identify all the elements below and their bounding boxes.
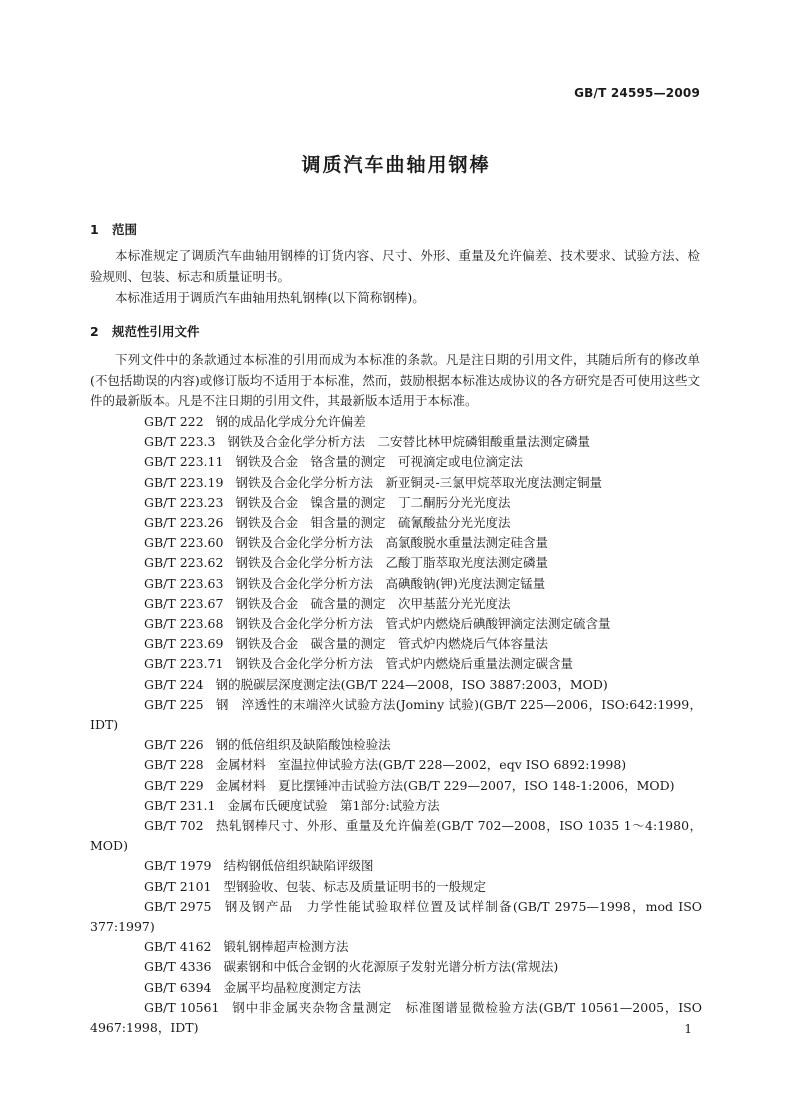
reference-code: GB/T 223.26: [144, 515, 224, 531]
section-number: 1: [90, 222, 99, 237]
scope-paragraph-1: 本标准规定了调质汽车曲轴用钢棒的订货内容、尺寸、外形、重量及允许偏差、技术要求、试验方法、检验规则、包装、标志和质量证明书。: [90, 248, 700, 284]
references-intro-paragraph: 下列文件中的条款通过本标准的引用而成为本标准的条款。凡是注日期的引用文件，其随后所有的修改单(不包括勘误的内容)或修订版均不适用于本标准，然而，鼓励根据本标准达成协议的各方研究是否可使用这些文件的最新版本。凡是不注日期的引用文件，其最新版本适用于本标准。: [90, 352, 700, 408]
reference-code: GB/T 229: [144, 777, 204, 793]
reference-item: [90, 533, 702, 553]
reference-code: GB/T 2975: [144, 898, 212, 914]
reference-code: GB/T 223.63: [144, 575, 224, 591]
reference-code: GB/T 223.11: [144, 454, 224, 470]
document-title: 调质汽车曲轴用钢棒: [301, 154, 491, 176]
reference-code: GB/T 223.69: [144, 636, 224, 652]
reference-item: [90, 473, 702, 493]
reference-code: GB/T 223.23: [144, 494, 224, 510]
reference-title: 钢中非金属夹杂物含量测定 标准图谱显微检验方法(GB/T 10561—2005，ISO 4967:1998，IDT): [90, 999, 702, 1036]
reference-code: GB/T 6394: [144, 979, 212, 995]
reference-item: [90, 735, 702, 755]
reference-title: 钢的脱碳层深度测定法(GB/T 224—2008，ISO 3887:2003，MOD): [215, 676, 608, 692]
reference-title: 钢铁及合金化学分析方法 二安替比林甲烷磷钼酸重量法测定磷量: [227, 434, 590, 450]
section-heading-scope: [90, 220, 137, 238]
reference-item: [90, 998, 702, 1038]
reference-code: GB/T 4162: [144, 939, 212, 955]
reference-title: 钢的低倍组织及缺陷酸蚀检验法: [215, 737, 391, 753]
reference-code: GB/T 4336: [144, 959, 212, 975]
reference-item: [90, 877, 702, 897]
reference-title: 锻轧钢棒超声检测方法: [223, 939, 349, 955]
reference-code: GB/T 223.19: [144, 474, 224, 490]
reference-item: [90, 513, 702, 533]
reference-title: 钢铁及合金 碳含量的测定 管式炉内燃烧后气体容量法: [235, 636, 548, 652]
page-number: 1: [684, 1022, 692, 1036]
scope-paragraph-2: 本标准适用于调质汽车曲轴用热轧钢棒(以下简称钢棒)。: [115, 290, 425, 305]
reference-item: [90, 978, 702, 998]
reference-code: GB/T 225: [144, 696, 204, 712]
reference-code: GB/T 224: [144, 676, 204, 692]
reference-code: GB/T 223.62: [144, 555, 224, 571]
reference-code: GB/T 223.67: [144, 595, 224, 611]
reference-code: GB/T 2101: [144, 878, 212, 894]
section-title: 规范性引用文件: [112, 324, 200, 339]
reference-item: [90, 856, 702, 876]
reference-title: 金属材料 夏比摆锤冲击试验方法(GB/T 229—2007，ISO 148-1:2006，MOD): [215, 777, 675, 793]
reference-item: [90, 574, 702, 594]
section-heading-normative-references: [90, 322, 200, 340]
reference-list: [90, 412, 702, 1038]
reference-title: 钢铁及合金化学分析方法 高氯酸脱水重量法测定硅含量: [235, 535, 548, 551]
reference-item: [90, 634, 702, 654]
reference-title: 钢铁及合金 铬含量的测定 可视滴定或电位滴定法: [235, 454, 523, 470]
reference-item: [90, 675, 702, 695]
reference-title: 钢的成品化学成分允许偏差: [215, 414, 366, 429]
reference-title: 结构钢低倍组织缺陷评级图: [223, 858, 374, 874]
section-title: 范围: [112, 222, 138, 237]
reference-title: 钢铁及合金化学分析方法 管式炉内燃烧后重量法测定碳含量: [235, 656, 573, 672]
reference-item: [90, 614, 702, 634]
reference-item: [90, 796, 702, 816]
reference-item: [90, 412, 702, 432]
reference-title: 钢铁及合金 硫含量的测定 次甲基蓝分光光度法: [235, 595, 511, 611]
reference-code: GB/T 231.1: [144, 797, 216, 813]
reference-title: 钢 淬透性的末端淬火试验方法(Jominy 试验)(GB/T 225—2006，ISO:642:1999，IDT): [90, 696, 702, 733]
reference-title: 钢铁及合金化学分析方法 乙酸丁脂萃取光度法测定磷量: [235, 555, 548, 571]
reference-item: [90, 816, 702, 856]
reference-code: GB/T 10561: [144, 999, 220, 1015]
reference-title: 热轧钢棒尺寸、外形、重量及允许偏差(GB/T 702—2008，ISO 1035 1～4:1980，MOD): [90, 818, 702, 854]
standard-code: GB/T 24595—2009: [574, 86, 700, 100]
reference-code: GB/T 226: [144, 737, 204, 753]
reference-title: 钢铁及合金 钼含量的测定 硫氰酸盐分光光度法: [235, 515, 511, 531]
reference-item: [90, 553, 702, 573]
reference-code: GB/T 222: [144, 414, 204, 429]
reference-title: 金属布氏硬度试验 第1部分:试验方法: [227, 797, 440, 813]
reference-code: GB/T 223.71: [144, 656, 224, 672]
reference-item: [90, 776, 702, 796]
reference-title: 金属平均晶粒度测定方法: [223, 979, 362, 995]
reference-code: GB/T 1979: [144, 858, 212, 874]
reference-code: GB/T 223.68: [144, 616, 224, 632]
reference-code: GB/T 223.60: [144, 535, 224, 551]
reference-title: 钢铁及合金 镍含量的测定 丁二酮肟分光光度法: [235, 494, 511, 510]
reference-item: [90, 654, 702, 674]
reference-title: 金属材料 室温拉伸试验方法(GB/T 228—2002，eqv ISO 6892:1998): [215, 757, 627, 773]
reference-item: [90, 695, 702, 735]
reference-item: [90, 432, 702, 452]
reference-title: 碳素钢和中低合金钢的火花源原子发射光谱分析方法(常规法): [223, 959, 559, 975]
reference-title: 钢铁及合金化学分析方法 高碘酸钠(钾)光度法测定锰量: [235, 575, 546, 591]
reference-title: 钢及钢产品 力学性能试验取样位置及试样制备(GB/T 2975—1998，mod ISO 377:1997): [90, 898, 702, 935]
reference-title: 钢铁及合金化学分析方法 管式炉内燃烧后碘酸钾滴定法测定硫含量: [235, 616, 611, 632]
reference-item: [90, 755, 702, 775]
reference-item: [90, 937, 702, 957]
reference-code: GB/T 702: [144, 818, 204, 834]
reference-title: 钢铁及合金化学分析方法 新亚铜灵-三氯甲烷萃取光度法测定铜量: [235, 474, 603, 490]
reference-code: GB/T 223.3: [144, 434, 216, 450]
reference-title: 型钢验收、包装、标志及质量证明书的一般规定: [223, 878, 487, 894]
reference-item: [90, 957, 702, 977]
reference-item: [90, 594, 702, 614]
reference-item: [90, 452, 702, 472]
reference-item: [90, 897, 702, 937]
section-number: 2: [90, 324, 99, 339]
reference-item: [90, 493, 702, 513]
reference-code: GB/T 228: [144, 757, 204, 773]
